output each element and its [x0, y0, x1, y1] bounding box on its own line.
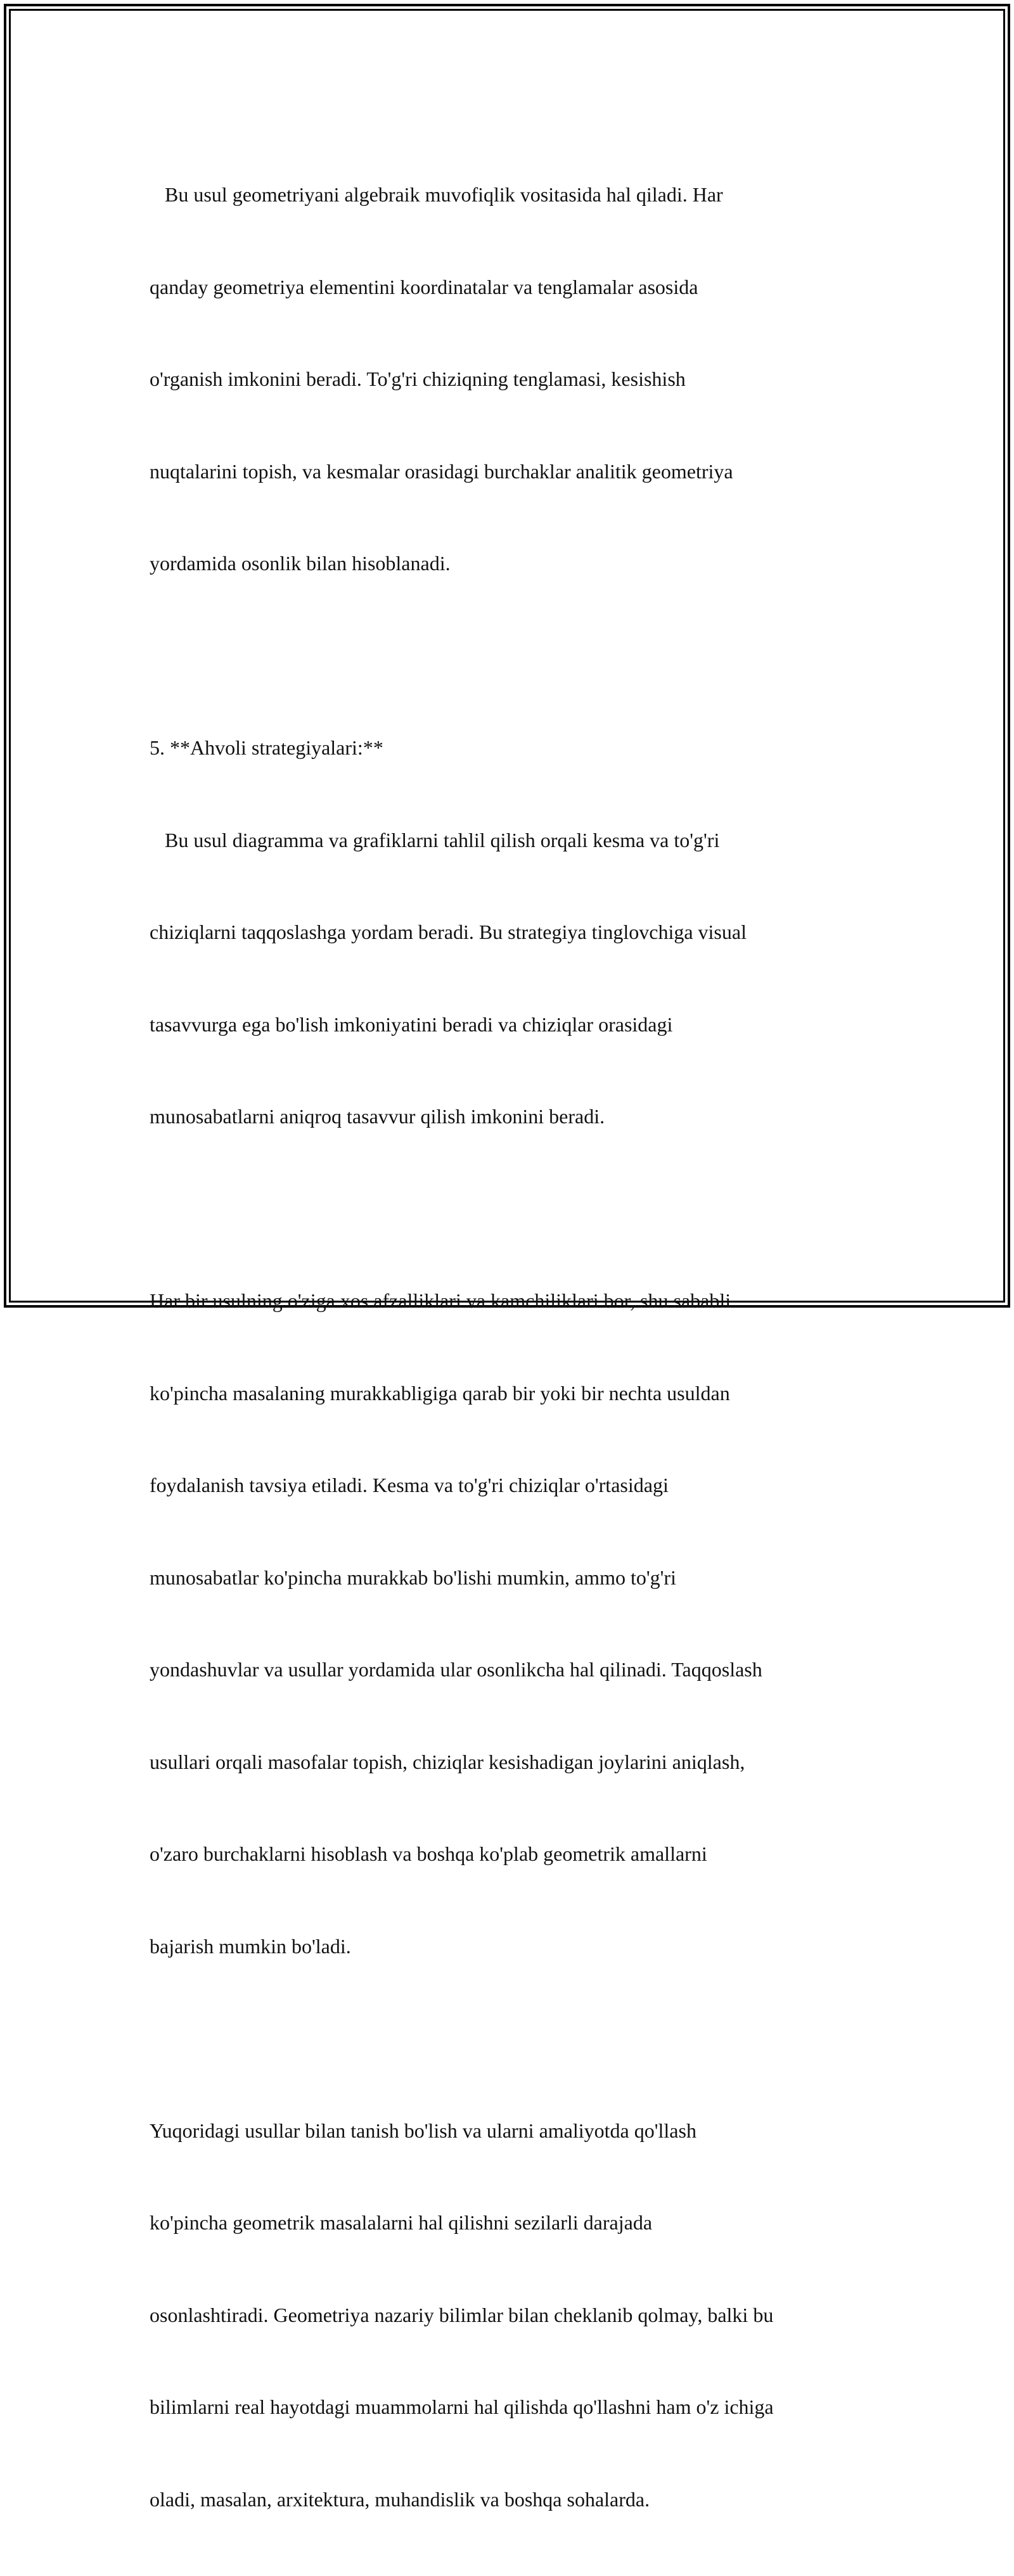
text-line: osonlashtiradi. Geometriya nazariy bilimlar bilan cheklanib qolmay, balki bu — [150, 2300, 878, 2331]
section-5 — [150, 671, 878, 1194]
text-line: Bu usul geometriyani algebraik muvofiqlik vositasida hal qiladi. Har — [150, 179, 878, 210]
paragraph-spacer — [150, 1194, 878, 1225]
paragraph-spacer — [150, 2023, 878, 2054]
text-line: foydalanish tavsiya etiladi. Kesma va to'g'ri chiziqlar o'rtasidagi — [150, 1470, 878, 1501]
text-line: Har bir usulning o'ziga xos afzalliklari va kamchiliklari bor, shu sababli — [150, 1285, 878, 1317]
text-line: ko'pincha masalaning murakkabligiga qarab bir yoki bir nechta usuldan — [150, 1378, 878, 1409]
text-line: usullari orqali masofalar topish, chiziqlar kesishadigan joylarini aniqlash, — [150, 1747, 878, 1778]
text-line: bajarish mumkin bo'ladi. — [150, 1931, 878, 1962]
text-line: bilimlarni real hayotdagi muammolarni hal qilishda qo'llashni ham o'z ichiga — [150, 2392, 878, 2423]
text-line: yordamida osonlik bilan hisoblanadi. — [150, 548, 878, 579]
text-line: Bu usul diagramma va grafiklarni tahlil qilish orqali kesma va to'g'ri — [150, 825, 878, 856]
text-line: yondashuvlar va usullar yordamida ular osonlikcha hal qilinadi. Taqqoslash — [150, 1654, 878, 1685]
paragraph-spacer — [150, 641, 878, 672]
text-line: oladi, masalan, arxitektura, muhandislik va boshqa sohalarda. — [150, 2484, 878, 2515]
paragraph-conclusion — [150, 2054, 878, 2576]
document-body — [150, 118, 878, 2576]
section-5-heading: 5. **Ahvoli strategiyalari:** — [150, 732, 878, 763]
paragraph-methods-comparison — [150, 1224, 878, 2023]
text-line: munosabatlarni aniqroq tasavvur qilish imkonini beradi. — [150, 1101, 878, 1132]
paragraph-analytic-geometry — [150, 118, 878, 641]
text-line: tasavvurga ega bo'lish imkoniyatini beradi va chiziqlar orasidagi — [150, 1009, 878, 1040]
text-line: nuqtalarini topish, va kesmalar orasidagi burchaklar analitik geometriya — [150, 456, 878, 487]
text-line: qanday geometriya elementini koordinatalar va tenglamalar asosida — [150, 272, 878, 303]
text-line: ko'pincha geometrik masalalarni hal qilishni sezilarli darajada — [150, 2207, 878, 2238]
text-line: o'zaro burchaklarni hisoblash va boshqa ko'plab geometrik amallarni — [150, 1839, 878, 1870]
text-line: Yuqoridagi usullar bilan tanish bo'lish va ularni amaliyotda qo'llash — [150, 2115, 878, 2146]
text-line: chiziqlarni taqqoslashga yordam beradi. Bu strategiya tinglovchiga visual — [150, 917, 878, 948]
text-line: o'rganish imkonini beradi. To'g'ri chiziqning tenglamasi, kesishish — [150, 364, 878, 395]
text-line: munosabatlar ko'pincha murakkab bo'lishi mumkin, ammo to'g'ri — [150, 1562, 878, 1593]
